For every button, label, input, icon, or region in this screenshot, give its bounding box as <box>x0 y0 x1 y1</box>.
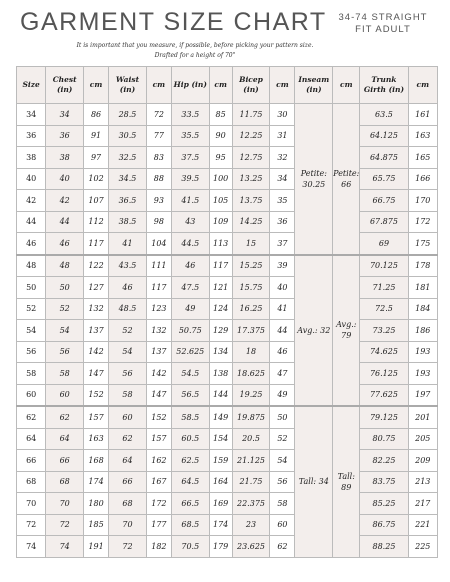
cell-bicep-in: 14.25 <box>232 211 270 233</box>
cell-hip-in: 64.5 <box>171 471 209 493</box>
cell-chest-cm: 185 <box>84 514 109 536</box>
cell-waist-cm: 177 <box>146 514 171 536</box>
cell-hip-cm: 95 <box>209 147 232 169</box>
inseam-cm-group: Petite: 66 <box>333 104 360 255</box>
cell-bicep-cm: 58 <box>270 493 295 515</box>
cell-hip-cm: 85 <box>209 104 232 126</box>
header-chest-in: Chest (in) <box>46 67 84 104</box>
cell-hip-in: 35.5 <box>171 125 209 147</box>
height-note: Drafted for a height of 70" <box>154 52 236 59</box>
cell-trunk-in: 74.625 <box>360 341 408 363</box>
cell-hip-in: 52.625 <box>171 341 209 363</box>
table-row <box>17 147 438 169</box>
cell-waist-cm: 137 <box>146 341 171 363</box>
cell-bicep-in: 12.25 <box>232 125 270 147</box>
cell-bicep-cm: 37 <box>270 233 295 255</box>
cell-bicep-cm: 56 <box>270 471 295 493</box>
cell-waist-cm: 104 <box>146 233 171 255</box>
cell-chest-in: 58 <box>46 363 84 385</box>
cell-waist-in: 34.5 <box>109 168 147 190</box>
cell-size: 46 <box>17 233 46 255</box>
cell-hip-in: 60.5 <box>171 428 209 450</box>
subtitle-line-2: FIT ADULT <box>355 24 411 35</box>
cell-hip-in: 54.5 <box>171 363 209 385</box>
chart-subtitle <box>328 12 438 36</box>
cell-hip-in: 43 <box>171 211 209 233</box>
header-trunk-cm: cm <box>408 67 437 104</box>
cell-bicep-cm: 40 <box>270 277 295 299</box>
cell-trunk-cm: 193 <box>408 363 437 385</box>
cell-chest-in: 64 <box>46 428 84 450</box>
cell-trunk-in: 79.125 <box>360 406 408 428</box>
cell-waist-cm: 182 <box>146 536 171 558</box>
cell-chest-in: 40 <box>46 168 84 190</box>
cell-size: 62 <box>17 406 46 428</box>
table-row <box>17 363 438 385</box>
cell-waist-in: 62 <box>109 428 147 450</box>
cell-trunk-in: 86.75 <box>360 514 408 536</box>
table-row <box>17 471 438 493</box>
cell-waist-in: 28.5 <box>109 104 147 126</box>
cell-bicep-in: 22.375 <box>232 493 270 515</box>
cell-chest-in: 62 <box>46 406 84 428</box>
cell-hip-in: 50.75 <box>171 320 209 342</box>
cell-hip-cm: 164 <box>209 471 232 493</box>
cell-hip-cm: 154 <box>209 428 232 450</box>
chart-title: GARMENT SIZE CHART <box>20 8 327 36</box>
cell-hip-cm: 179 <box>209 536 232 558</box>
table-row <box>17 493 438 515</box>
cell-hip-in: 46 <box>171 255 209 277</box>
cell-trunk-cm: 213 <box>408 471 437 493</box>
cell-hip-in: 33.5 <box>171 104 209 126</box>
cell-bicep-cm: 60 <box>270 514 295 536</box>
cell-hip-cm: 169 <box>209 493 232 515</box>
cell-hip-in: 56.5 <box>171 384 209 406</box>
cell-waist-in: 66 <box>109 471 147 493</box>
cell-chest-in: 34 <box>46 104 84 126</box>
cell-chest-in: 38 <box>46 147 84 169</box>
table-row <box>17 233 438 255</box>
cell-waist-in: 70 <box>109 514 147 536</box>
cell-waist-in: 41 <box>109 233 147 255</box>
cell-trunk-in: 69 <box>360 233 408 255</box>
cell-hip-in: 62.5 <box>171 450 209 472</box>
cell-bicep-in: 21.75 <box>232 471 270 493</box>
cell-bicep-cm: 52 <box>270 428 295 450</box>
cell-bicep-in: 19.875 <box>232 406 270 428</box>
cell-hip-cm: 105 <box>209 190 232 212</box>
cell-trunk-cm: 193 <box>408 341 437 363</box>
cell-waist-in: 64 <box>109 450 147 472</box>
cell-trunk-cm: 170 <box>408 190 437 212</box>
cell-trunk-cm: 197 <box>408 384 437 406</box>
cell-bicep-in: 18.625 <box>232 363 270 385</box>
table-row <box>17 211 438 233</box>
cell-size: 60 <box>17 384 46 406</box>
cell-bicep-in: 15.75 <box>232 277 270 299</box>
cell-bicep-in: 18 <box>232 341 270 363</box>
cell-bicep-cm: 44 <box>270 320 295 342</box>
cell-chest-in: 42 <box>46 190 84 212</box>
cell-bicep-in: 21.125 <box>232 450 270 472</box>
inseam-cm-group: Avg.: 79 <box>333 255 360 407</box>
cell-trunk-in: 73.25 <box>360 320 408 342</box>
cell-bicep-in: 20.5 <box>232 428 270 450</box>
cell-trunk-cm: 205 <box>408 428 437 450</box>
cell-waist-in: 52 <box>109 320 147 342</box>
table-row <box>17 320 438 342</box>
subtitle-line-1: 34-74 STRAIGHT <box>338 12 428 23</box>
cell-hip-in: 49 <box>171 298 209 320</box>
cell-size: 64 <box>17 428 46 450</box>
cell-trunk-cm: 186 <box>408 320 437 342</box>
cell-hip-cm: 149 <box>209 406 232 428</box>
cell-chest-cm: 127 <box>84 277 109 299</box>
cell-size: 54 <box>17 320 46 342</box>
cell-trunk-cm: 172 <box>408 211 437 233</box>
cell-waist-cm: 172 <box>146 493 171 515</box>
cell-bicep-in: 23 <box>232 514 270 536</box>
table-row <box>17 428 438 450</box>
cell-waist-cm: 132 <box>146 320 171 342</box>
header-trunk-in: Trunk Girth (in) <box>360 67 408 104</box>
cell-bicep-cm: 41 <box>270 298 295 320</box>
cell-size: 52 <box>17 298 46 320</box>
cell-bicep-cm: 62 <box>270 536 295 558</box>
cell-trunk-cm: 181 <box>408 277 437 299</box>
cell-trunk-cm: 184 <box>408 298 437 320</box>
cell-waist-cm: 142 <box>146 363 171 385</box>
cell-chest-in: 54 <box>46 320 84 342</box>
cell-trunk-in: 76.125 <box>360 363 408 385</box>
cell-chest-in: 66 <box>46 450 84 472</box>
cell-chest-cm: 191 <box>84 536 109 558</box>
measure-note: It is important that you measure, if possible, before picking your pattern size. <box>76 42 314 49</box>
cell-size: 68 <box>17 471 46 493</box>
cell-waist-in: 38.5 <box>109 211 147 233</box>
cell-waist-cm: 111 <box>146 255 171 277</box>
cell-waist-cm: 83 <box>146 147 171 169</box>
cell-bicep-cm: 30 <box>270 104 295 126</box>
cell-hip-cm: 124 <box>209 298 232 320</box>
cell-hip-cm: 121 <box>209 277 232 299</box>
cell-trunk-cm: 166 <box>408 168 437 190</box>
cell-waist-in: 43.5 <box>109 255 147 277</box>
cell-bicep-in: 17.375 <box>232 320 270 342</box>
cell-bicep-in: 13.25 <box>232 168 270 190</box>
header-chest-cm: cm <box>84 67 109 104</box>
inseam-cm-group: Tall: 89 <box>333 406 360 557</box>
cell-trunk-in: 83.75 <box>360 471 408 493</box>
cell-waist-cm: 98 <box>146 211 171 233</box>
table-row <box>17 255 438 277</box>
cell-size: 66 <box>17 450 46 472</box>
cell-waist-in: 68 <box>109 493 147 515</box>
cell-chest-in: 70 <box>46 493 84 515</box>
cell-waist-in: 46 <box>109 277 147 299</box>
cell-waist-cm: 157 <box>146 428 171 450</box>
table-row <box>17 450 438 472</box>
cell-chest-cm: 142 <box>84 341 109 363</box>
cell-waist-cm: 77 <box>146 125 171 147</box>
cell-chest-in: 60 <box>46 384 84 406</box>
cell-hip-in: 47.5 <box>171 277 209 299</box>
cell-hip-in: 70.5 <box>171 536 209 558</box>
cell-size: 40 <box>17 168 46 190</box>
table-body <box>17 104 438 558</box>
cell-hip-in: 58.5 <box>171 406 209 428</box>
table-row <box>17 514 438 536</box>
cell-trunk-in: 82.25 <box>360 450 408 472</box>
table-row <box>17 406 438 428</box>
cell-chest-cm: 157 <box>84 406 109 428</box>
cell-chest-cm: 91 <box>84 125 109 147</box>
cell-size: 38 <box>17 147 46 169</box>
cell-chest-in: 72 <box>46 514 84 536</box>
cell-hip-in: 66.5 <box>171 493 209 515</box>
cell-trunk-cm: 225 <box>408 536 437 558</box>
cell-size: 42 <box>17 190 46 212</box>
cell-chest-in: 56 <box>46 341 84 363</box>
cell-bicep-cm: 39 <box>270 255 295 277</box>
cell-waist-in: 56 <box>109 363 147 385</box>
cell-chest-cm: 132 <box>84 298 109 320</box>
cell-waist-cm: 152 <box>146 406 171 428</box>
cell-bicep-in: 12.75 <box>232 147 270 169</box>
cell-bicep-cm: 35 <box>270 190 295 212</box>
cell-size: 72 <box>17 514 46 536</box>
cell-chest-cm: 152 <box>84 384 109 406</box>
cell-waist-in: 30.5 <box>109 125 147 147</box>
cell-size: 36 <box>17 125 46 147</box>
table-row <box>17 104 438 126</box>
header-waist-cm: cm <box>146 67 171 104</box>
header-bicep-in: Bicep (in) <box>232 67 270 104</box>
cell-waist-in: 58 <box>109 384 147 406</box>
cell-bicep-cm: 49 <box>270 384 295 406</box>
cell-size: 74 <box>17 536 46 558</box>
cell-chest-in: 36 <box>46 125 84 147</box>
cell-hip-cm: 138 <box>209 363 232 385</box>
cell-bicep-in: 11.75 <box>232 104 270 126</box>
cell-trunk-cm: 178 <box>408 255 437 277</box>
cell-trunk-in: 72.5 <box>360 298 408 320</box>
table-row <box>17 190 438 212</box>
header-bicep-cm: cm <box>270 67 295 104</box>
cell-waist-cm: 147 <box>146 384 171 406</box>
cell-hip-cm: 117 <box>209 255 232 277</box>
cell-bicep-in: 16.25 <box>232 298 270 320</box>
cell-trunk-in: 64.125 <box>360 125 408 147</box>
cell-hip-cm: 109 <box>209 211 232 233</box>
cell-waist-cm: 167 <box>146 471 171 493</box>
cell-bicep-cm: 31 <box>270 125 295 147</box>
cell-waist-in: 72 <box>109 536 147 558</box>
header-inseam-in: Inseam (in) <box>295 67 333 104</box>
cell-waist-cm: 117 <box>146 277 171 299</box>
cell-trunk-in: 66.75 <box>360 190 408 212</box>
cell-size: 44 <box>17 211 46 233</box>
cell-chest-in: 68 <box>46 471 84 493</box>
cell-bicep-in: 15 <box>232 233 270 255</box>
table-row <box>17 341 438 363</box>
cell-trunk-in: 63.5 <box>360 104 408 126</box>
cell-chest-in: 44 <box>46 211 84 233</box>
size-table <box>16 66 438 558</box>
cell-chest-cm: 112 <box>84 211 109 233</box>
cell-bicep-cm: 46 <box>270 341 295 363</box>
cell-chest-in: 48 <box>46 255 84 277</box>
cell-trunk-in: 80.75 <box>360 428 408 450</box>
cell-trunk-cm: 161 <box>408 104 437 126</box>
cell-chest-in: 50 <box>46 277 84 299</box>
cell-trunk-in: 65.75 <box>360 168 408 190</box>
cell-waist-cm: 162 <box>146 450 171 472</box>
cell-hip-cm: 90 <box>209 125 232 147</box>
cell-chest-cm: 102 <box>84 168 109 190</box>
cell-waist-in: 32.5 <box>109 147 147 169</box>
cell-waist-in: 54 <box>109 341 147 363</box>
cell-trunk-in: 70.125 <box>360 255 408 277</box>
cell-trunk-cm: 221 <box>408 514 437 536</box>
cell-chest-cm: 117 <box>84 233 109 255</box>
header-row <box>17 67 438 104</box>
cell-trunk-in: 85.25 <box>360 493 408 515</box>
cell-size: 56 <box>17 341 46 363</box>
cell-trunk-in: 64.875 <box>360 147 408 169</box>
table-row <box>17 277 438 299</box>
cell-chest-cm: 174 <box>84 471 109 493</box>
cell-bicep-cm: 50 <box>270 406 295 428</box>
cell-hip-cm: 134 <box>209 341 232 363</box>
cell-hip-cm: 144 <box>209 384 232 406</box>
cell-chest-cm: 86 <box>84 104 109 126</box>
table-row <box>17 536 438 558</box>
cell-bicep-in: 19.25 <box>232 384 270 406</box>
header-hip-cm: cm <box>209 67 232 104</box>
table-row <box>17 125 438 147</box>
cell-trunk-cm: 165 <box>408 147 437 169</box>
cell-waist-in: 36.5 <box>109 190 147 212</box>
cell-bicep-cm: 34 <box>270 168 295 190</box>
cell-hip-in: 39.5 <box>171 168 209 190</box>
cell-size: 48 <box>17 255 46 277</box>
cell-bicep-in: 23.625 <box>232 536 270 558</box>
cell-size: 34 <box>17 104 46 126</box>
cell-trunk-in: 67.875 <box>360 211 408 233</box>
cell-trunk-in: 77.625 <box>360 384 408 406</box>
cell-hip-in: 41.5 <box>171 190 209 212</box>
cell-trunk-cm: 175 <box>408 233 437 255</box>
cell-hip-cm: 113 <box>209 233 232 255</box>
cell-bicep-cm: 36 <box>270 211 295 233</box>
cell-trunk-in: 88.25 <box>360 536 408 558</box>
inseam-in-group: Petite: 30.25 <box>295 104 333 255</box>
cell-hip-in: 37.5 <box>171 147 209 169</box>
inseam-in-group: Avg.: 32 <box>295 255 333 407</box>
cell-size: 70 <box>17 493 46 515</box>
cell-trunk-in: 71.25 <box>360 277 408 299</box>
cell-chest-cm: 180 <box>84 493 109 515</box>
cell-size: 50 <box>17 277 46 299</box>
cell-bicep-cm: 47 <box>270 363 295 385</box>
inseam-in-group: Tall: 34 <box>295 406 333 557</box>
cell-chest-cm: 122 <box>84 255 109 277</box>
cell-chest-in: 52 <box>46 298 84 320</box>
cell-trunk-cm: 217 <box>408 493 437 515</box>
cell-trunk-cm: 201 <box>408 406 437 428</box>
cell-chest-in: 46 <box>46 233 84 255</box>
cell-waist-cm: 93 <box>146 190 171 212</box>
cell-hip-cm: 159 <box>209 450 232 472</box>
cell-hip-in: 44.5 <box>171 233 209 255</box>
cell-waist-in: 48.5 <box>109 298 147 320</box>
cell-waist-cm: 72 <box>146 104 171 126</box>
cell-waist-cm: 88 <box>146 168 171 190</box>
cell-size: 58 <box>17 363 46 385</box>
cell-hip-in: 68.5 <box>171 514 209 536</box>
cell-hip-cm: 174 <box>209 514 232 536</box>
cell-bicep-cm: 54 <box>270 450 295 472</box>
table-row <box>17 168 438 190</box>
cell-trunk-cm: 163 <box>408 125 437 147</box>
header-hip-in: Hip (in) <box>171 67 209 104</box>
cell-trunk-cm: 209 <box>408 450 437 472</box>
cell-chest-cm: 137 <box>84 320 109 342</box>
cell-chest-cm: 107 <box>84 190 109 212</box>
table-row <box>17 384 438 406</box>
cell-waist-in: 60 <box>109 406 147 428</box>
header-inseam-cm: cm <box>333 67 360 104</box>
cell-chest-cm: 163 <box>84 428 109 450</box>
cell-hip-cm: 100 <box>209 168 232 190</box>
cell-bicep-cm: 32 <box>270 147 295 169</box>
cell-hip-cm: 129 <box>209 320 232 342</box>
cell-chest-cm: 168 <box>84 450 109 472</box>
cell-bicep-in: 13.75 <box>232 190 270 212</box>
header-size: Size <box>17 67 46 104</box>
cell-bicep-in: 15.25 <box>232 255 270 277</box>
cell-chest-in: 74 <box>46 536 84 558</box>
cell-chest-cm: 147 <box>84 363 109 385</box>
cell-waist-cm: 123 <box>146 298 171 320</box>
cell-chest-cm: 97 <box>84 147 109 169</box>
table-row <box>17 298 438 320</box>
header-waist-in: Waist (in) <box>109 67 147 104</box>
